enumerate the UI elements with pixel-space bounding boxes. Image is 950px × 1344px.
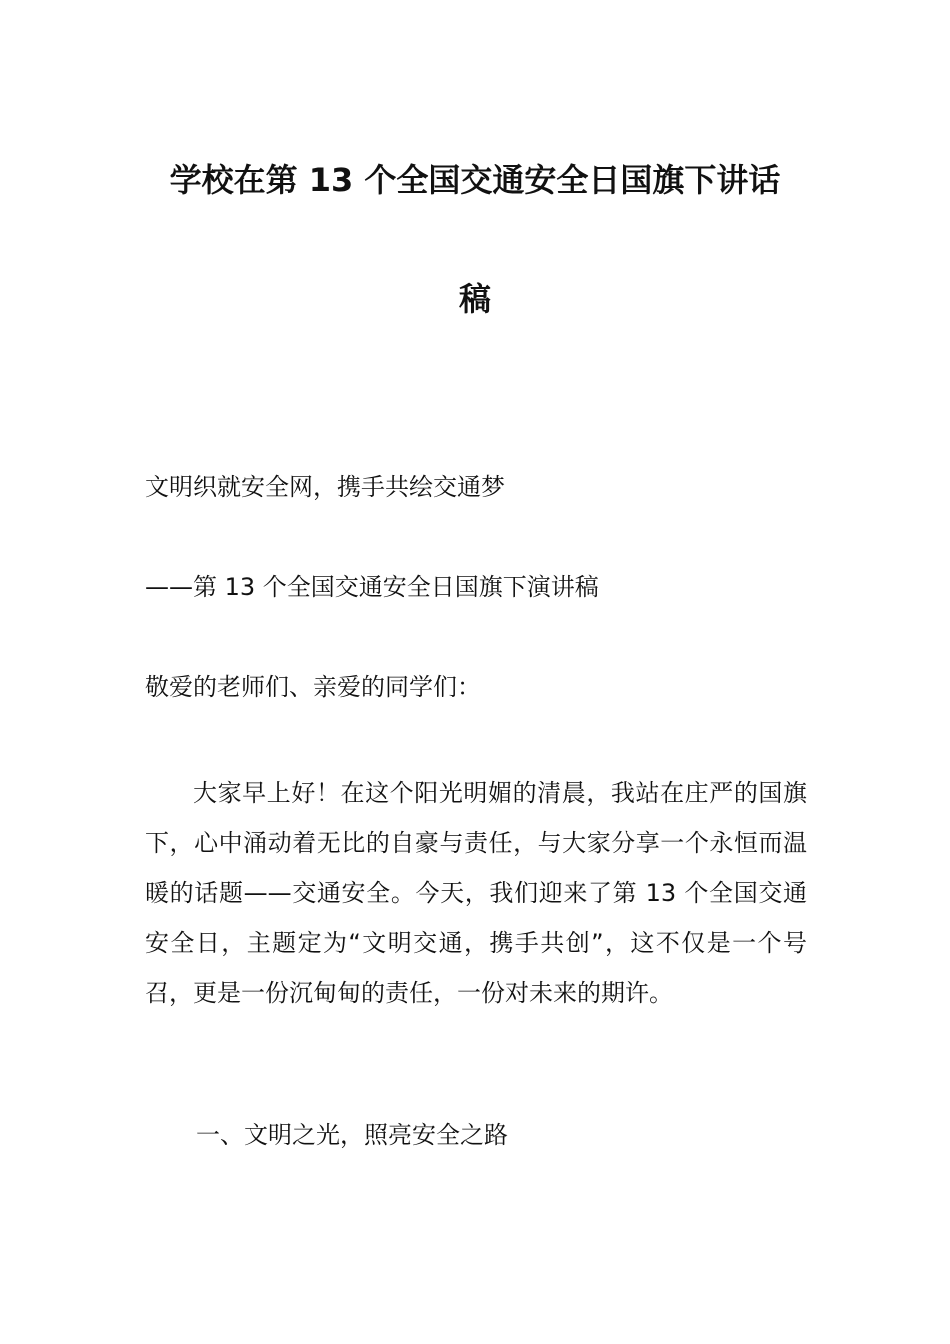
speech-subtitle: 文明织就安全网，携手共绘交通梦: [145, 473, 505, 501]
salutation: 敬爱的老师们、亲爱的同学们：: [145, 673, 481, 701]
opening-paragraph: 大家早上好！在这个阳光明媚的清晨，我站在庄严的国旗下，心中涌动着无比的自豪与责任，与大家分享一个永恒而温暖的话题——交通安全。今天，我们迎来了第 13 个全国交通安全日，主题定为“文明交通，携手共创”，这不仅是一个号召，更是一份沉甸甸的责任，一份对未来的期许。: [145, 779, 807, 1007]
document-title-line-1: 学校在第 13 个全国交通安全日国旗下讲话: [169, 161, 781, 199]
document-title-line-2: 稿: [458, 280, 491, 318]
section-heading-1: 一、文明之光，照亮安全之路: [196, 1121, 508, 1149]
speech-byline: ——第 13 个全国交通安全日国旗下演讲稿: [145, 573, 599, 601]
